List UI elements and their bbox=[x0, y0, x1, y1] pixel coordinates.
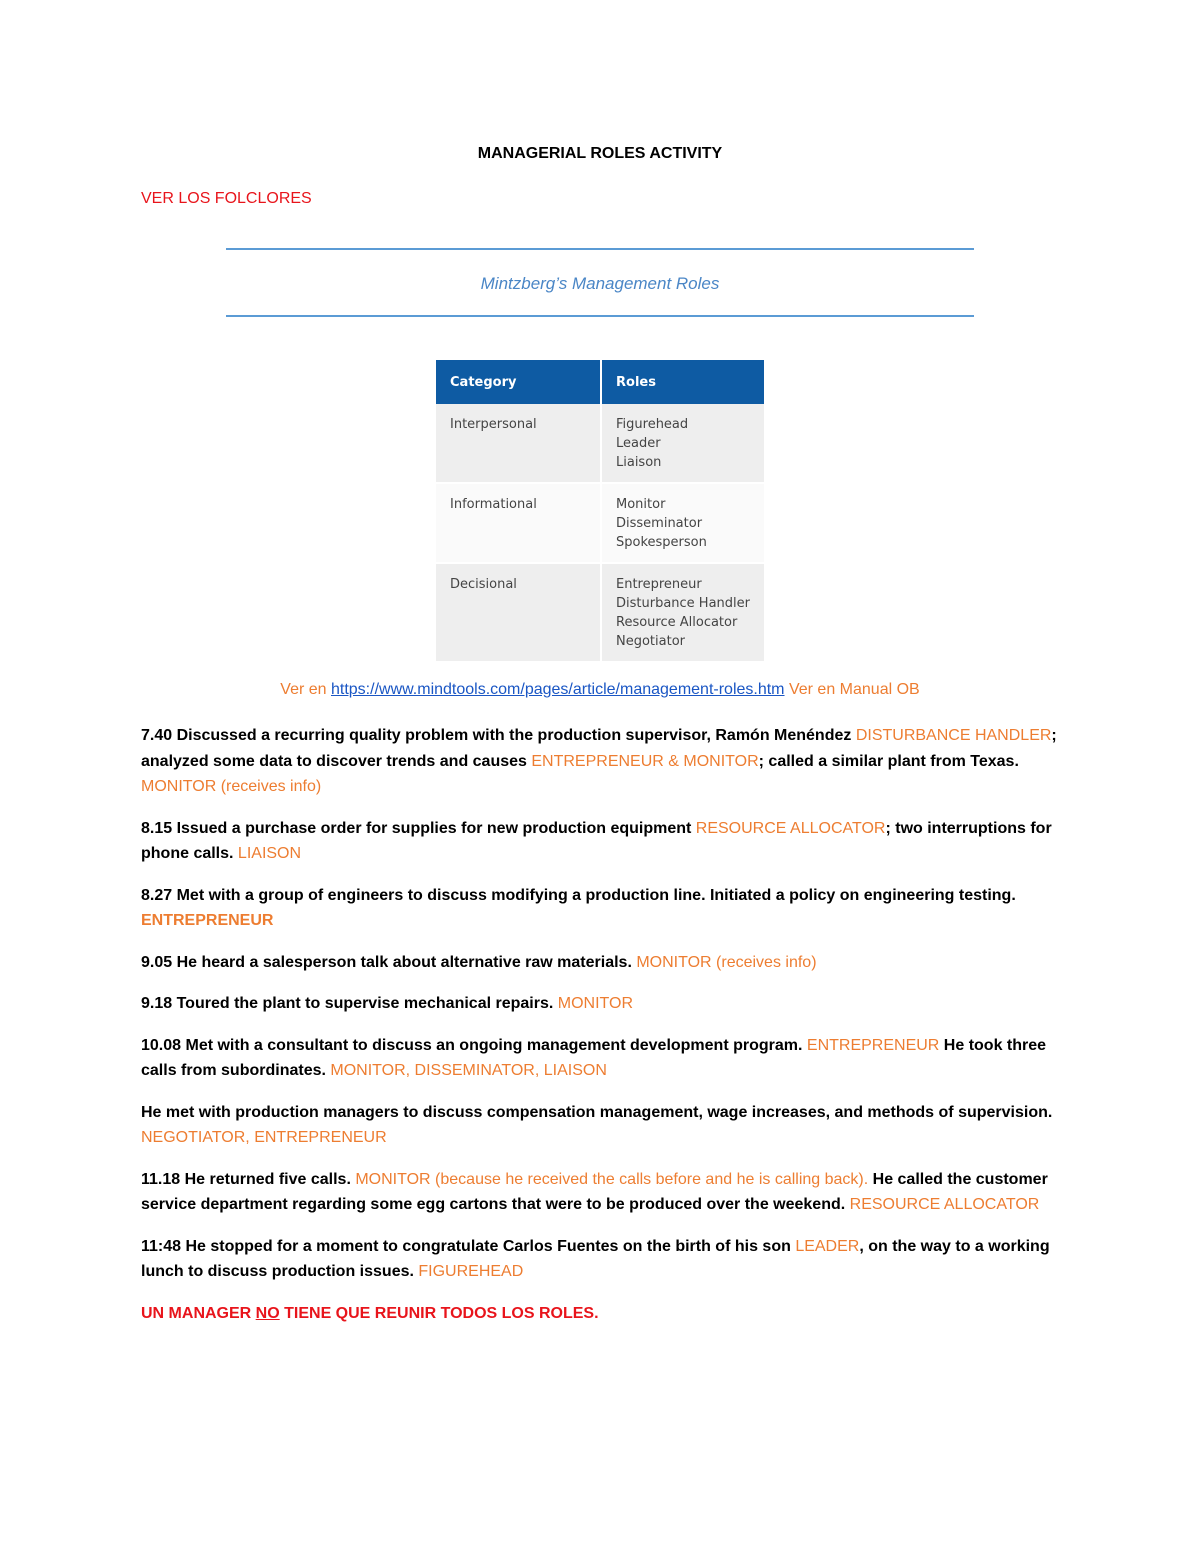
entry-text: ; called a similar plant from Texas. bbox=[758, 752, 1019, 770]
role-item: Monitor bbox=[616, 497, 666, 512]
role-annotation: ENTREPRENEUR bbox=[141, 912, 274, 929]
activity-entry bbox=[141, 723, 1061, 800]
role-annotation: ENTREPRENEUR bbox=[806, 1036, 940, 1054]
entry-text: He took three calls from subordinates. bbox=[141, 1036, 1047, 1079]
role-annotation: LEADER bbox=[795, 1237, 860, 1255]
category-cell: Interpersonal bbox=[436, 404, 601, 483]
table-row bbox=[436, 483, 764, 563]
reference-suffix: Ver en Manual OB bbox=[784, 681, 920, 698]
role-annotation: FIGUREHEAD bbox=[418, 1263, 524, 1280]
role-item: Entrepreneur bbox=[616, 577, 702, 592]
roles-cell bbox=[601, 563, 764, 662]
role-annotation: RESOURCE ALLOCATOR bbox=[849, 1196, 1040, 1213]
closing-text-before: UN MANAGER bbox=[141, 1304, 256, 1322]
entry-text: 11:48 He stopped for a moment to congratulate Carlos Fuentes on the birth of his son bbox=[141, 1237, 796, 1255]
entry-text: 9.05 He heard a salesperson talk about alternative raw materials. bbox=[141, 953, 637, 971]
roles-cell bbox=[601, 404, 764, 483]
activity-entry bbox=[141, 950, 1061, 976]
reference-prefix: Ver en bbox=[280, 681, 331, 698]
role-annotation: MONITOR bbox=[557, 995, 633, 1012]
role-annotation: NEGOTIATOR, ENTREPRENEUR bbox=[141, 1129, 387, 1146]
divider-top bbox=[226, 248, 974, 250]
table-header-row bbox=[436, 360, 764, 404]
roles-cell bbox=[601, 483, 764, 563]
role-item: Disseminator bbox=[616, 516, 703, 531]
activity-entry bbox=[141, 1100, 1061, 1151]
role-annotation: MONITOR, DISSEMINATOR, LIAISON bbox=[330, 1062, 607, 1079]
roles-table bbox=[436, 360, 764, 663]
closing-statement bbox=[141, 1301, 1061, 1327]
table-row bbox=[436, 404, 764, 483]
entry-text: 8.27 Met with a group of engineers to discuss modifying a production line. Initiated a policy on engineering testing. bbox=[141, 886, 1016, 904]
activity-entry bbox=[141, 883, 1061, 934]
divider-bottom bbox=[226, 315, 974, 317]
entry-text: 8.15 Issued a purchase order for supplies for new production equipment bbox=[141, 819, 696, 837]
activity-entry bbox=[141, 1033, 1061, 1084]
closing-underlined: NO bbox=[255, 1304, 280, 1322]
entry-text: ; two interruptions for phone calls. bbox=[141, 819, 1052, 862]
header-category: Category bbox=[436, 360, 601, 404]
page-title: MANAGERIAL ROLES ACTIVITY bbox=[477, 145, 723, 162]
entry-text: 7.40 Discussed a recurring quality problem with the production supervisor, Ramón Menéndez bbox=[141, 727, 856, 744]
table-row bbox=[436, 563, 764, 662]
role-item: Spokesperson bbox=[616, 535, 707, 550]
role-annotation: MONITOR (receives info) bbox=[636, 953, 817, 971]
activity-entry bbox=[141, 816, 1061, 867]
header-roles: Roles bbox=[601, 360, 764, 404]
entry-text: He called the customer service department regarding some egg cartons that were to be produced over the weekend. bbox=[141, 1170, 1048, 1213]
role-item: Liaison bbox=[616, 455, 662, 470]
reference-line bbox=[0, 681, 1200, 699]
role-annotation: ENTREPRENEUR & MONITOR bbox=[531, 752, 759, 770]
role-item: Figurehead bbox=[616, 417, 689, 432]
activity-entry bbox=[141, 1234, 1061, 1285]
entry-text: ; analyzed some data to discover trends and causes bbox=[141, 727, 1057, 770]
category-cell: Decisional bbox=[436, 563, 601, 662]
mindtools-link[interactable]: https://www.mindtools.com/pages/article/management-roles.htm bbox=[330, 681, 785, 698]
section-subtitle: Mintzberg’s Management Roles bbox=[480, 274, 720, 293]
activity-entry bbox=[141, 1167, 1061, 1218]
role-annotation: MONITOR (because he received the calls before and he is calling back). bbox=[355, 1170, 869, 1188]
closing-text-after: TIENE QUE REUNIR TODOS LOS ROLES. bbox=[279, 1304, 599, 1322]
role-annotation: LIAISON bbox=[237, 845, 302, 862]
role-item: Leader bbox=[616, 436, 661, 451]
role-annotation: MONITOR (receives info) bbox=[141, 778, 322, 795]
category-cell: Informational bbox=[436, 483, 601, 563]
role-item: Negotiator bbox=[616, 634, 685, 649]
role-annotation: RESOURCE ALLOCATOR bbox=[695, 819, 886, 837]
entry-text: 11.18 He returned five calls. bbox=[141, 1170, 356, 1188]
activity-entries bbox=[141, 723, 1061, 1342]
entry-text: 9.18 Toured the plant to supervise mechanical repairs. bbox=[141, 995, 558, 1012]
entry-text: , on the way to a working lunch to discuss production issues. bbox=[141, 1237, 1050, 1280]
role-item: Resource Allocator bbox=[616, 615, 738, 630]
entry-text: He met with production managers to discuss compensation management, wage increases, and methods of supervision. bbox=[141, 1103, 1053, 1121]
red-note: VER LOS FOLCLORES bbox=[141, 190, 312, 207]
role-annotation: DISTURBANCE HANDLER bbox=[855, 727, 1052, 744]
entry-text: 10.08 Met with a consultant to discuss an ongoing management development program. bbox=[141, 1036, 807, 1054]
role-item: Disturbance Handler bbox=[616, 596, 750, 611]
activity-entry bbox=[141, 991, 1061, 1017]
